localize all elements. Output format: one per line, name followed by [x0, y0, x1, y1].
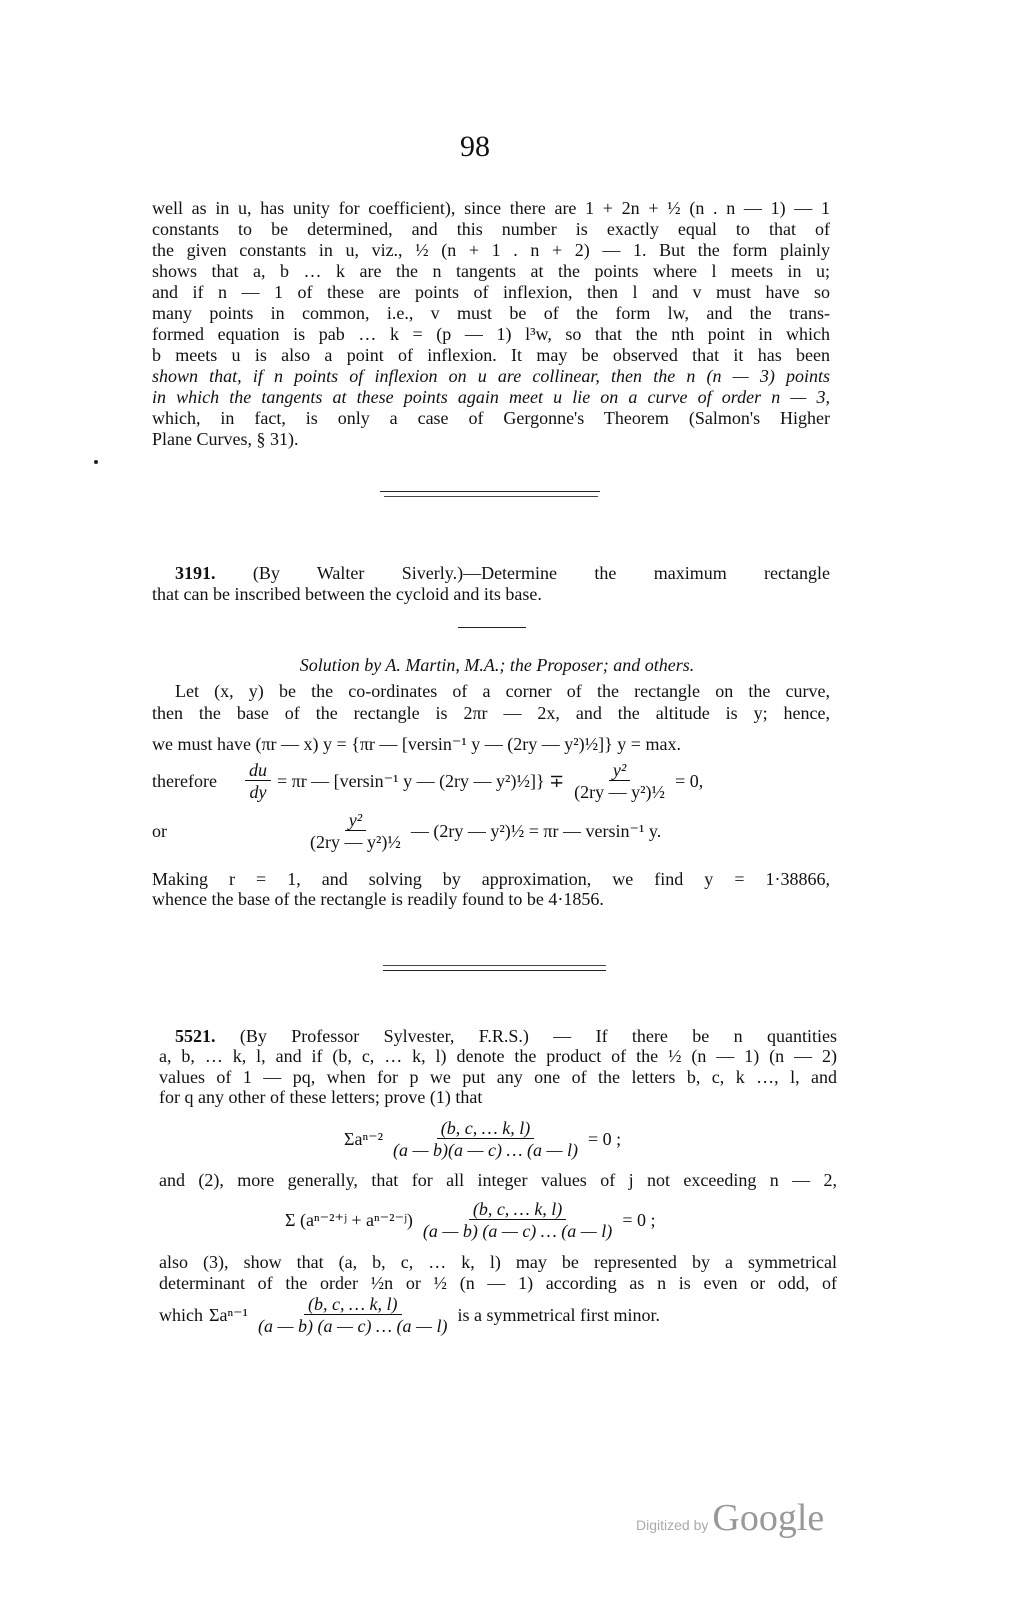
- eq-rhs: = 0,: [675, 771, 704, 791]
- text-line: shown that, if n points of inflexion on u are collinear, then the n (n — 3) points: [152, 366, 830, 386]
- numerator: y²: [345, 810, 366, 831]
- text-line: whence the base of the rectangle is readily found to be 4·1856.: [152, 889, 604, 909]
- text-line: which, in fact, is only a case of Gergonne's Theorem (Salmon's Higher: [152, 408, 830, 428]
- denominator: (a — b) (a — c) … (a — l): [258, 1316, 448, 1336]
- question-number: 5521.: [175, 1026, 216, 1046]
- derivative-fraction: [245, 760, 271, 803]
- eq-rhs: = 0 ;: [622, 1210, 656, 1230]
- text-line: for q any other of these letters; prove (1) that: [159, 1087, 483, 1107]
- text-line: well as in u, has unity for coefficient), since there are 1 + 2n + ½ (n . n — 1) — 1: [152, 198, 830, 218]
- text-line: Plane Curves, § 31).: [152, 429, 299, 449]
- denominator: (a — b) (a — c) … (a — l): [422, 1221, 613, 1241]
- section-divider: [384, 496, 598, 497]
- text-line: a, b, … k, l, and if (b, c, … k, l) denote the product of the ½ (n — 1) (n — 2): [159, 1046, 837, 1066]
- section-divider: [383, 965, 606, 966]
- section-divider: [383, 970, 606, 971]
- text-line: that can be inscribed between the cycloid and its base.: [152, 584, 542, 604]
- question-text: (By Professor Sylvester, F.R.S.) — If there be n quantities: [239, 1026, 838, 1046]
- fraction: [570, 760, 669, 803]
- eq-lead: which: [159, 1305, 203, 1325]
- text-line: then the base of the rectangle is 2πr — 2x, and the altitude is y; hence,: [152, 703, 830, 723]
- numerator: du: [245, 760, 271, 781]
- equation-or: [152, 810, 661, 853]
- denominator: (2ry — y²)½: [310, 832, 401, 852]
- text-line: formed equation is pab … k = (p — 1) l³w, so that the nth point in which: [152, 324, 830, 344]
- eq-rhs: = 0 ;: [588, 1129, 622, 1149]
- denominator: (2ry — y²)½: [574, 782, 666, 802]
- numerator: y²: [609, 760, 630, 781]
- text-line: and (2), more generally, that for all integer values of j not exceeding n — 2,: [159, 1170, 837, 1190]
- eq-lhs: Σ (aⁿ⁻²⁺ʲ + aⁿ⁻²⁻ʲ): [285, 1210, 413, 1230]
- fraction: [254, 1294, 451, 1337]
- eq-lhs: Σaⁿ⁻²: [344, 1129, 384, 1149]
- text-line: Let (x, y) be the co-ordinates of a corner of the rectangle on the curve,: [175, 681, 830, 701]
- page-number: 98: [460, 130, 490, 163]
- section-divider: [380, 491, 600, 492]
- fraction: [419, 1199, 616, 1242]
- divider: [458, 627, 526, 628]
- fraction: [389, 1118, 582, 1161]
- text-line: in which the tangents at these points again meet u lie on a curve of order n — 3,: [152, 387, 830, 407]
- equation-therefore: [152, 760, 703, 803]
- text-line: shows that a, b … k are the n tangents at the points where l meets in u;: [152, 261, 830, 281]
- text-line: we must have (πr — x) y = {πr — [versin⁻¹ y — (2ry — y²)½]} y = max.: [152, 734, 681, 754]
- text-line: and if n — 1 of these are points of inflexion, then l and v must have so: [152, 282, 830, 302]
- numerator: (b, c, … k, l): [469, 1199, 566, 1220]
- eq-rhs: — (2ry — y²)½ = πr — versin⁻¹ y.: [410, 821, 662, 841]
- text-line: b meets u is also a point of inflexion. It may be observed that it has been: [152, 345, 830, 365]
- denominator: (a — b)(a — c) … (a — l): [393, 1140, 579, 1160]
- text-line: determinant of the order ½n or ½ (n — 1) according as n is even or odd, of: [159, 1273, 837, 1293]
- google-watermark: [636, 1496, 824, 1540]
- eq-lhs: Σaⁿ⁻¹: [209, 1305, 249, 1325]
- text-line: the given constants in u, viz., ½ (n + 1 . n + 2) — 1. But the form plainly: [152, 240, 830, 260]
- question-number: 3191.: [175, 563, 216, 583]
- denominator: dy: [249, 782, 267, 802]
- watermark-prefix: Digitized by: [636, 1517, 709, 1533]
- numerator: (b, c, … k, l): [304, 1294, 401, 1315]
- equation-3: [159, 1294, 660, 1337]
- equation-1: [344, 1118, 621, 1161]
- text-line: many points in common, i.e., v must be of the form lw, and the trans-: [152, 303, 830, 323]
- text-line: Making r = 1, and solving by approximation, we find y = 1·38866,: [152, 869, 830, 889]
- scan-speck: [94, 460, 98, 464]
- text-line: also (3), show that (a, b, c, … k, l) may be represented by a symmetrical: [159, 1252, 837, 1272]
- text-line: values of 1 — pq, when for p we put any one of the letters b, c, k …, l, and: [159, 1067, 837, 1087]
- question-text: (By Walter Siverly.)—Determine the maximum rectangle: [252, 563, 831, 583]
- equation-2: [285, 1199, 655, 1242]
- fraction: [306, 810, 405, 853]
- eq-middle: = πr — [versin⁻¹ y — (2ry — y²)½]} ∓: [276, 771, 565, 791]
- numerator: (b, c, … k, l): [437, 1118, 534, 1139]
- eq-label: or: [152, 821, 167, 841]
- eq-label: therefore: [152, 771, 217, 791]
- solution-heading: Solution by A. Martin, M.A.; the Proposer; and others.: [299, 655, 695, 675]
- eq-rhs: is a symmetrical first minor.: [457, 1305, 660, 1325]
- text-line: constants to be determined, and this number is exactly equal to that of: [152, 219, 830, 239]
- google-logo: Google: [712, 1497, 825, 1539]
